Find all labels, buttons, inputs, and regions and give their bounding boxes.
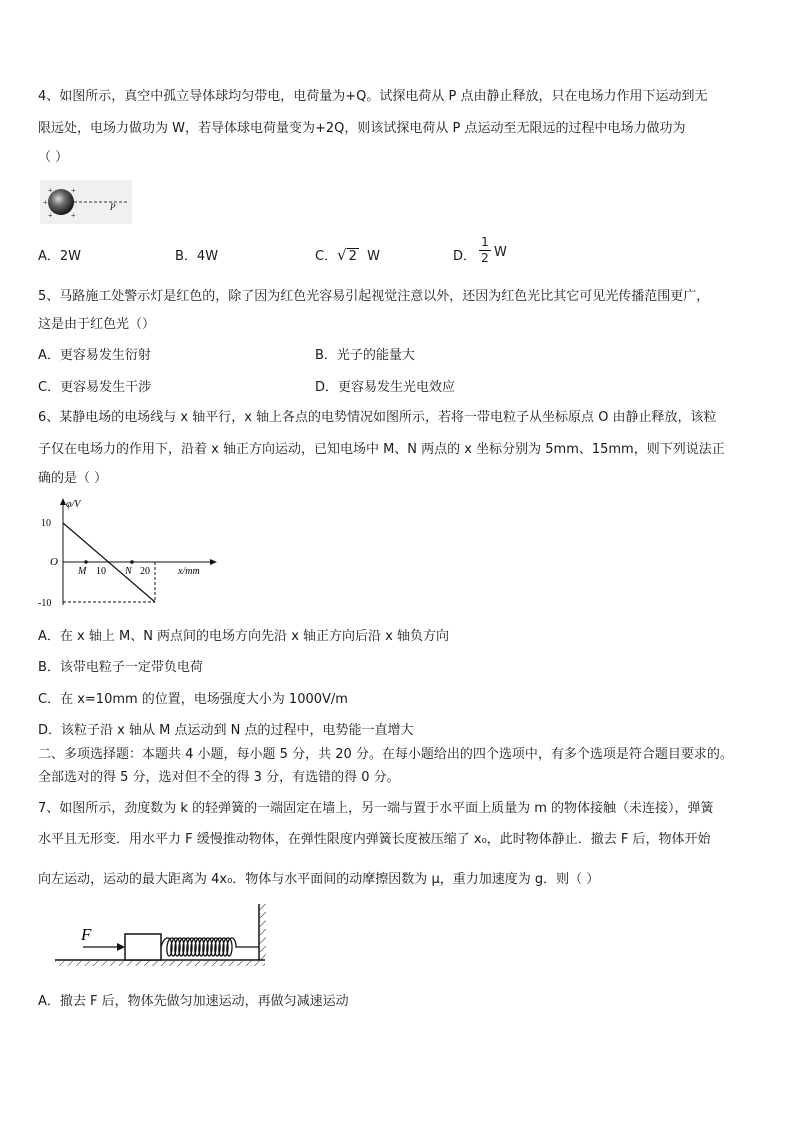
point-m-label: M xyxy=(78,566,87,577)
svg-text:+: + xyxy=(43,198,48,207)
q4-stem-line-2: 限远处，电场力做功为 W，若导体球电荷量变为+2Q，则该试探电荷从 P 点运动至无限远的过程中电场力做功为 xyxy=(38,121,686,136)
q6-stem-line-2: 子仅在电场力的作用下，沿着 x 轴正方向运动，已知电场中 M、N 两点的 x 坐标分别为 5mm、15mm，则下列说法正 xyxy=(38,442,725,457)
q6-option-d[interactable]: D．该粒子沿 x 轴从 M 点运动到 N 点的过程中，电势能一直增大 xyxy=(38,723,414,738)
q4-option-d-prefix: D． xyxy=(453,249,477,264)
q6-potential-graph xyxy=(36,495,226,615)
q4-option-c-radicand: 2 xyxy=(348,249,357,264)
q5-stem-line-1: 5、马路施工处警示灯是红色的，除了因为红色光容易引起视觉注意以外，还因为红色光比其它可见光传播范围更广， xyxy=(38,289,710,304)
force-f-label: F xyxy=(81,925,92,944)
q6-option-a[interactable]: A．在 x 轴上 M、N 两点间的电场方向先沿 x 轴正方向后沿 x 轴负方向 xyxy=(38,629,449,644)
point-n-label: N xyxy=(125,566,132,577)
q7-stem-line-1: 7、如图所示，劲度数为 k 的轻弹簧的一端固定在墙上，另一端与置于水平面上质量为 m 的物体接触（未连接），弹簧 xyxy=(38,801,714,816)
origin-label: O xyxy=(50,556,58,568)
q4-option-d-unit: W xyxy=(494,245,507,260)
y-tick-10: 10 xyxy=(41,518,51,529)
q4-option-c[interactable] xyxy=(315,245,380,264)
q5-option-a[interactable]: A．更容易发生衍射 xyxy=(38,348,151,363)
x-axis-label: x/mm xyxy=(178,566,200,577)
q4-option-b[interactable]: B．4W xyxy=(175,249,219,264)
q4-point-p-label: P xyxy=(110,202,116,212)
q5-option-c[interactable]: C．更容易发生干涉 xyxy=(38,380,152,395)
svg-text:+: + xyxy=(48,211,53,220)
sqrt-sign: √ xyxy=(337,246,347,264)
x-tick-10: 10 xyxy=(96,566,106,577)
q6-option-b[interactable]: B．该带电粒子一定带负电荷 xyxy=(38,660,203,675)
svg-text:+: + xyxy=(48,186,53,195)
y-axis-label: φ/V xyxy=(66,499,81,510)
svg-text:+: + xyxy=(71,211,76,220)
section-2-heading-line-1: 二、多项选择题：本题共 4 小题，每小题 5 分，共 20 分。在每小题给出的四个选项中，有多个选项是符合题目要求的。 xyxy=(38,747,733,762)
q7-option-a[interactable]: A．撤去 F 后，物体先做匀加速运动，再做匀减速运动 xyxy=(38,994,349,1009)
x-tick-20: 20 xyxy=(140,566,150,577)
fraction-denominator: 2 xyxy=(481,251,489,265)
q7-stem-line-2: 水平且无形变．用水平力 F 缓慢推动物体，在弹性限度内弹簧长度被压缩了 x₀，此时物体静止．撤去 F 后，物体开始 xyxy=(38,832,711,847)
q4-option-c-prefix: C． xyxy=(315,249,338,264)
q4-charged-sphere-figure xyxy=(40,180,132,224)
q5-option-d[interactable]: D．更容易发生光电效应 xyxy=(315,380,456,395)
q6-option-c[interactable]: C．在 x=10mm 的位置，电场强度大小为 1000V/m xyxy=(38,692,348,707)
q6-stem-line-3: 确的是（ ） xyxy=(38,471,108,486)
q7-spring-block-figure xyxy=(55,902,270,968)
q5-option-b[interactable]: B．光子的能量大 xyxy=(315,348,415,363)
fraction-numerator: 1 xyxy=(479,235,491,251)
q4-answer-blank: （ ） xyxy=(38,150,69,165)
q4-option-a[interactable]: A．2W xyxy=(38,249,82,264)
q4-option-c-unit: W xyxy=(367,249,380,264)
section-2-heading-line-2: 全部选对的得 5 分，选对但不全的得 3 分，有选错的得 0 分。 xyxy=(38,770,400,785)
q4-stem-line-1: 4、如图所示，真空中孤立导体球均匀带电，电荷量为+Q。试探电荷从 P 点由静止释放，只在电场力作用下运动到无 xyxy=(38,89,708,104)
y-tick-minus-10: -10 xyxy=(38,598,52,609)
q5-stem-line-2: 这是由于红色光（） xyxy=(38,317,156,332)
q6-stem-line-1: 6、某静电场的电场线与 x 轴平行，x 轴上各点的电势情况如图所示，若将一带电粒子从坐标原点 O 由静止释放，该粒 xyxy=(38,410,717,425)
svg-text:+: + xyxy=(71,186,76,195)
q7-stem-line-3: 向左运动，运动的最大距离为 4x₀．物体与水平面间的动摩擦因数为 μ，重力加速度为 g．则（ ） xyxy=(38,872,600,887)
